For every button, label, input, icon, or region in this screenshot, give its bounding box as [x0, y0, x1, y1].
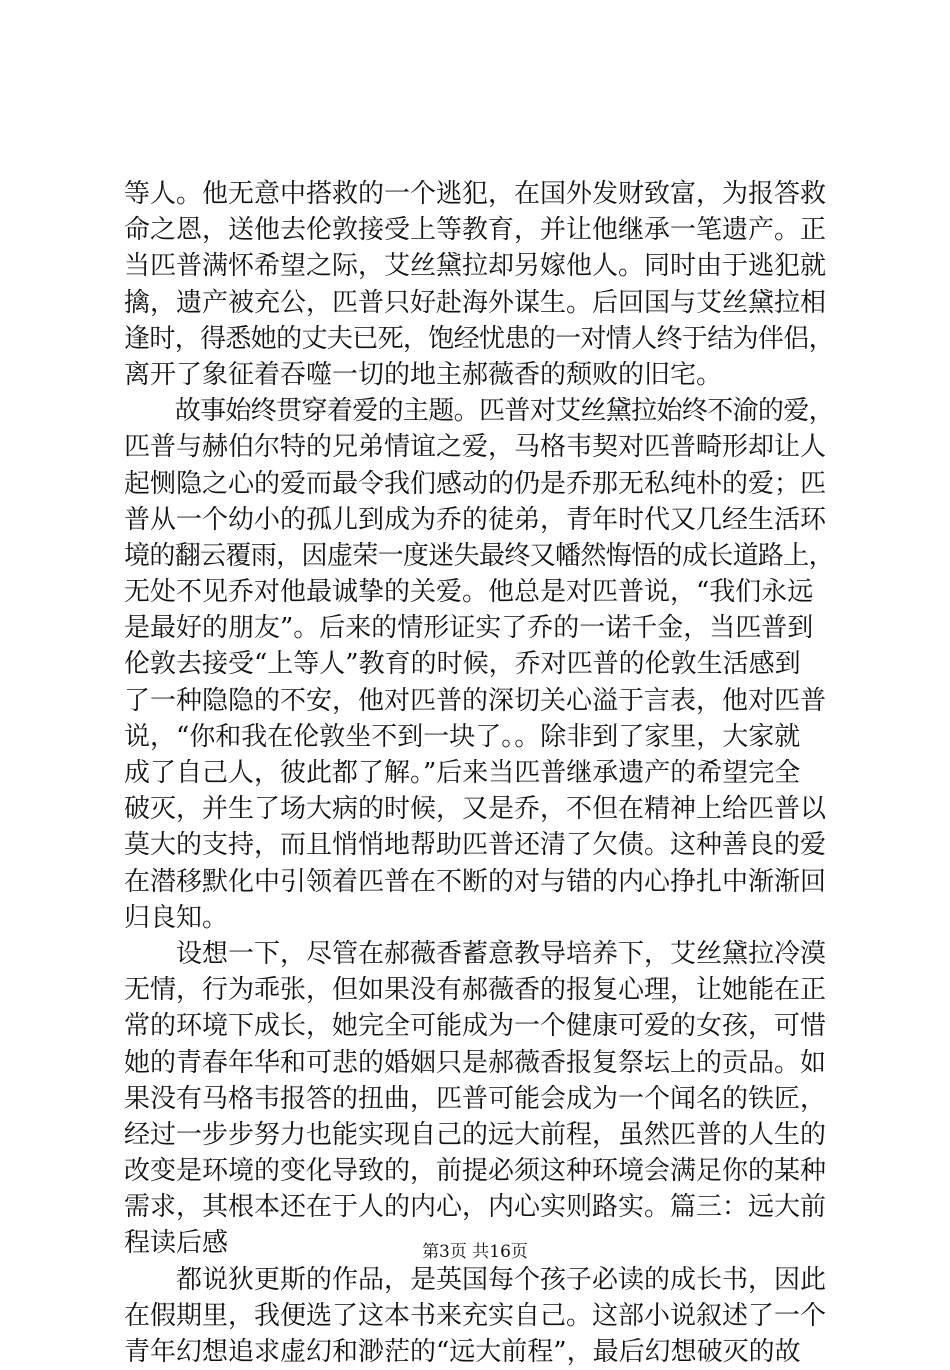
text-line: 伦敦去接受“上等人”教育的时候，乔对匹普的伦敦生活感到	[124, 649, 801, 680]
text-line: 程读后感	[124, 1228, 229, 1259]
text-line: 莫大的支持，而且悄悄地帮助匹普还清了欠债。这种善良的爱	[124, 830, 827, 861]
text-line: 当匹普满怀希望之际，艾丝黛拉却另嫁他人。同时由于逃犯就	[124, 251, 827, 282]
text-line: 成了自己人，彼此都了解。”后来当匹普继承遗产的希望完全	[124, 758, 801, 788]
page-footer: 第3页 共16页	[422, 1242, 528, 1262]
text-line: 擒，遗产被充公，匹普只好赴海外谋生。后回国与艾丝黛拉相	[124, 287, 827, 318]
text-line: 青年幻想追求虚幻和渺茫的“远大前程”，最后幻想破灭的故	[124, 1337, 801, 1367]
text-line: 常的环境下成长，她完全可能成为一个健康可爱的女孩，可惜	[124, 1011, 827, 1042]
text-line: 是最好的朋友”。后来的情形证实了乔的一诺千金，当匹普到	[124, 613, 814, 644]
text-line: 说，“你和我在伦敦坐不到一块了。。除非到了家里，大家就	[124, 721, 801, 752]
text-line: 改变是环境的变化导致的，前提必须这种环境会满足你的某种	[124, 1156, 827, 1187]
text-line: 故事始终贯穿着爱的主题。匹普对艾丝黛拉始终不渝的爱，	[124, 396, 835, 427]
text-line: 在潜移默化中引领着匹普在不断的对与错的内心挣扎中渐渐回	[124, 866, 827, 897]
text-line: 起恻隐之心的爱而最令我们感动的仍是乔那无私纯朴的爱；匹	[124, 468, 827, 499]
text-line: 了一种隐隐的不安，他对匹普的深切关心溢于言表，他对匹普	[124, 685, 827, 716]
text-line: 等人。他无意中搭救的一个逃犯，在国外发财致富，为报答救	[124, 179, 827, 209]
body-text	[124, 176, 834, 1370]
text-line: 无情，行为乖张，但如果没有郝薇香的报复心理，让她能在正	[124, 975, 827, 1006]
text-line: 归良知。	[124, 902, 229, 933]
text-line: 她的青春年华和可悲的婚姻只是郝薇香报复祭坛上的贡品。如	[124, 1047, 827, 1078]
text-line: 经过一步步努力也能实现自己的远大前程，虽然匹普的人生的	[124, 1119, 827, 1150]
text-line: 境的翻云覆雨，因虚荣一度迷失最终又幡然悔悟的成长道路上，	[124, 540, 835, 571]
text-line: 果没有马格韦报答的扭曲，匹普可能会成为一个闻名的铁匠，	[124, 1083, 827, 1114]
text-line: 普从一个幼小的孤儿到成为乔的徒弟，青年时代又几经生活环	[124, 504, 827, 535]
text-line: 匹普与赫伯尔特的兄弟情谊之爱，马格韦契对匹普畸形却让人	[124, 432, 827, 463]
text-line: 离开了象征着吞噬一切的地主郝薇香的颓败的旧宅。	[124, 359, 723, 390]
text-line: 无处不见乔对他最诚挚的关爱。他总是对匹普说，“我们永远	[124, 577, 814, 608]
text-line: 都说狄更斯的作品，是英国每个孩子必读的成长书，因此	[124, 1264, 827, 1295]
text-line: 需求，其根本还在于人的内心，内心实则路实。篇三：远大前	[124, 1192, 827, 1223]
text-line: 破灭，并生了场大病的时候，又是乔，不但在精神上给匹普以	[124, 794, 827, 825]
text-line: 设想一下，尽管在郝薇香蓄意教导培养下，艾丝黛拉冷漠	[124, 938, 827, 969]
text-line: 逢时，得悉她的丈夫已死，饱经忧患的一对情人终于结为伴侣，	[124, 323, 835, 354]
text-line: 命之恩，送他去伦敦接受上等教育，并让他继承一笔遗产。正	[124, 215, 827, 246]
text-line: 在假期里，我便选了这本书来充实自己。这部小说叙述了一个	[124, 1300, 827, 1331]
